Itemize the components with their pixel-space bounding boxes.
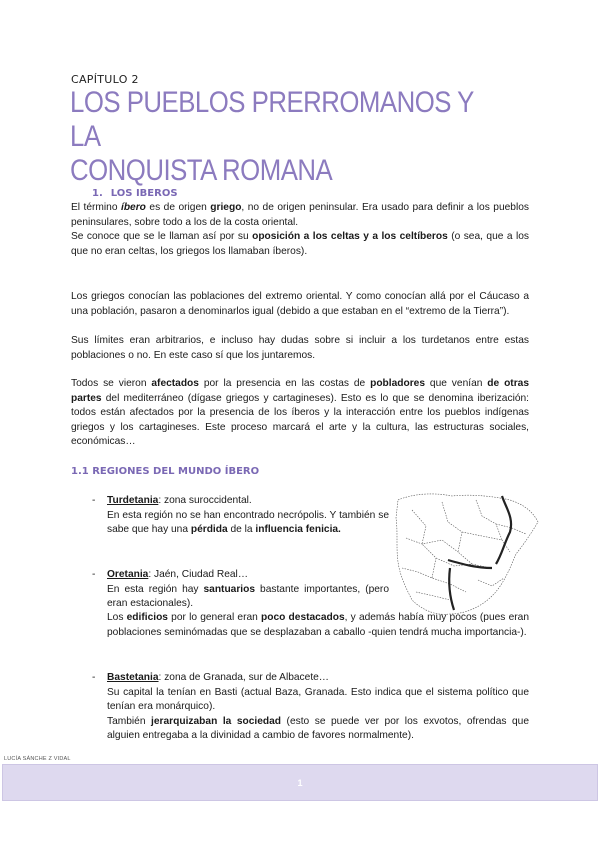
paragraph-4: Todos se vieron afectados por la presencia en las costas de pobladores que venían de otras partes del mediterráneo (dígase griegos y cartagineses). Esto es lo que se denomina iberización: todos están afectados por la presencia de los íberos y la interacción entre los pueblos indígenas griegos y los cartagineses. Este proceso marcará el arte y la cultura, las estructuras sociales, económicas…: [71, 378, 529, 448]
subsection-heading-regiones: 1.1 REGIONES DEL MUNDO ÍBERO: [71, 466, 260, 477]
section-heading-iberos: [92, 188, 178, 199]
section-title: LOS IBEROS: [110, 188, 178, 199]
paragraph-3: Sus límites eran arbitrarios, e incluso hay dudas sobre si incluir a los turdetanos entre estas poblaciones o no. En este caso sí que los juntaremos.: [71, 335, 529, 361]
region-name: Turdetania: [107, 495, 159, 506]
title-line-2: CONQUISTA ROMANA: [70, 154, 333, 187]
list-dash: -: [92, 672, 96, 683]
paragraph-1: El término íbero es de origen griego, no de origen peninsular. Era usado para definir a los pueblos peninsulares, sobre todo a los de la costa oriental. Se conoce que se le llaman así por su oposición a los celtas y a los celtíberos (o sea, que a los que no eran celtas, los griegos los llamaban íberos).: [71, 202, 529, 257]
page-title: [70, 86, 474, 188]
region-name: Oretania: [107, 569, 149, 580]
region-name: Bastetania: [107, 672, 159, 683]
footer-bar: [2, 764, 598, 801]
list-dash: -: [92, 495, 96, 506]
title-line-1: LOS PUEBLOS PRERROMANOS Y LA: [70, 86, 474, 153]
section-number: 1.: [92, 188, 103, 199]
iberian-peninsula-map: [392, 488, 544, 624]
list-dash: -: [92, 569, 96, 580]
document-page: CAPÍTULO 2 LOS PUEBLOS PRERROMANOS Y LA CONQUISTA ROMANA 1. LOS IBEROS El término íbero es de origen griego, no de origen peninsular. Era usado para definir a los pueblos peninsulares, sobre todo a los de la costa oriental. Se conoce que se le llaman así por su oposición a los celtas y a los celtíberos (o sea, que a los que no eran celtas, los griegos los llamaban íberos). Los griegos conocían las poblaciones del extremo oriental. Y como conocían allá por el Cáucaso a una población, pasaron a denominarlos igual (debido a que estaban en el “extremo de la Tierra”). Sus límites eran arbitrarios, e incluso hay dudas sobre si incluir a los turdetanos entre estas poblaciones o no. En este caso sí que los juntaremos. Todos se vieron afectados por la presencia en las costas de pobladores que venían de otras partes del mediterráneo (dígase griegos y cartagineses). Esto es lo que se denomina iberización: todos están afectados por la presencia de los íberos y la interacción entre los pueblos indígenas griegos y los cartagineses. Este proceso marcará el arte y la cultura, las estructuras sociales, económicas… 1.1 REGIONES DEL MUNDO ÍBERO - Turdetania: zona suroccidental. En esta región no se han encontrado necrópolis. Y también se sabe que hay una pérdida de la influencia fenicia. - Oretania: Jaén, Ciudad Real… En esta región hay santuarios bastante importantes, (pero eran estacionales). Los edificios por lo general eran poco destacados, y además había muy pocos (pues eran poblaciones seminómadas que se desplazaban a caballo -quien tendrá mucha importancia-). - Bastetania: zona de Granada, sur de Albacete… Su capital la tenían en Basti (actual Baza, Granada. Esto indica que el sistema político que tenían era monárquico). También jerarquizaban la sociedad (esto se puede ver por los exvotos, ofrendas que alguien entregaba a la divinidad a cambio de favores normalmente). LUCÍA SÁNCHE Z VIDAL 1: [0, 0, 600, 848]
footer-author: LUCÍA SÁNCHE Z VIDAL: [4, 756, 71, 762]
paragraph-2: Los griegos conocían las poblaciones del extremo oriental. Y como conocían allá por el Cáucaso a una población, pasaron a denominarlos igual (debido a que estaban en el “extremo de la Tierra”).: [71, 291, 529, 317]
page-number: 1: [297, 778, 303, 788]
chapter-label: CAPÍTULO 2: [71, 73, 139, 86]
